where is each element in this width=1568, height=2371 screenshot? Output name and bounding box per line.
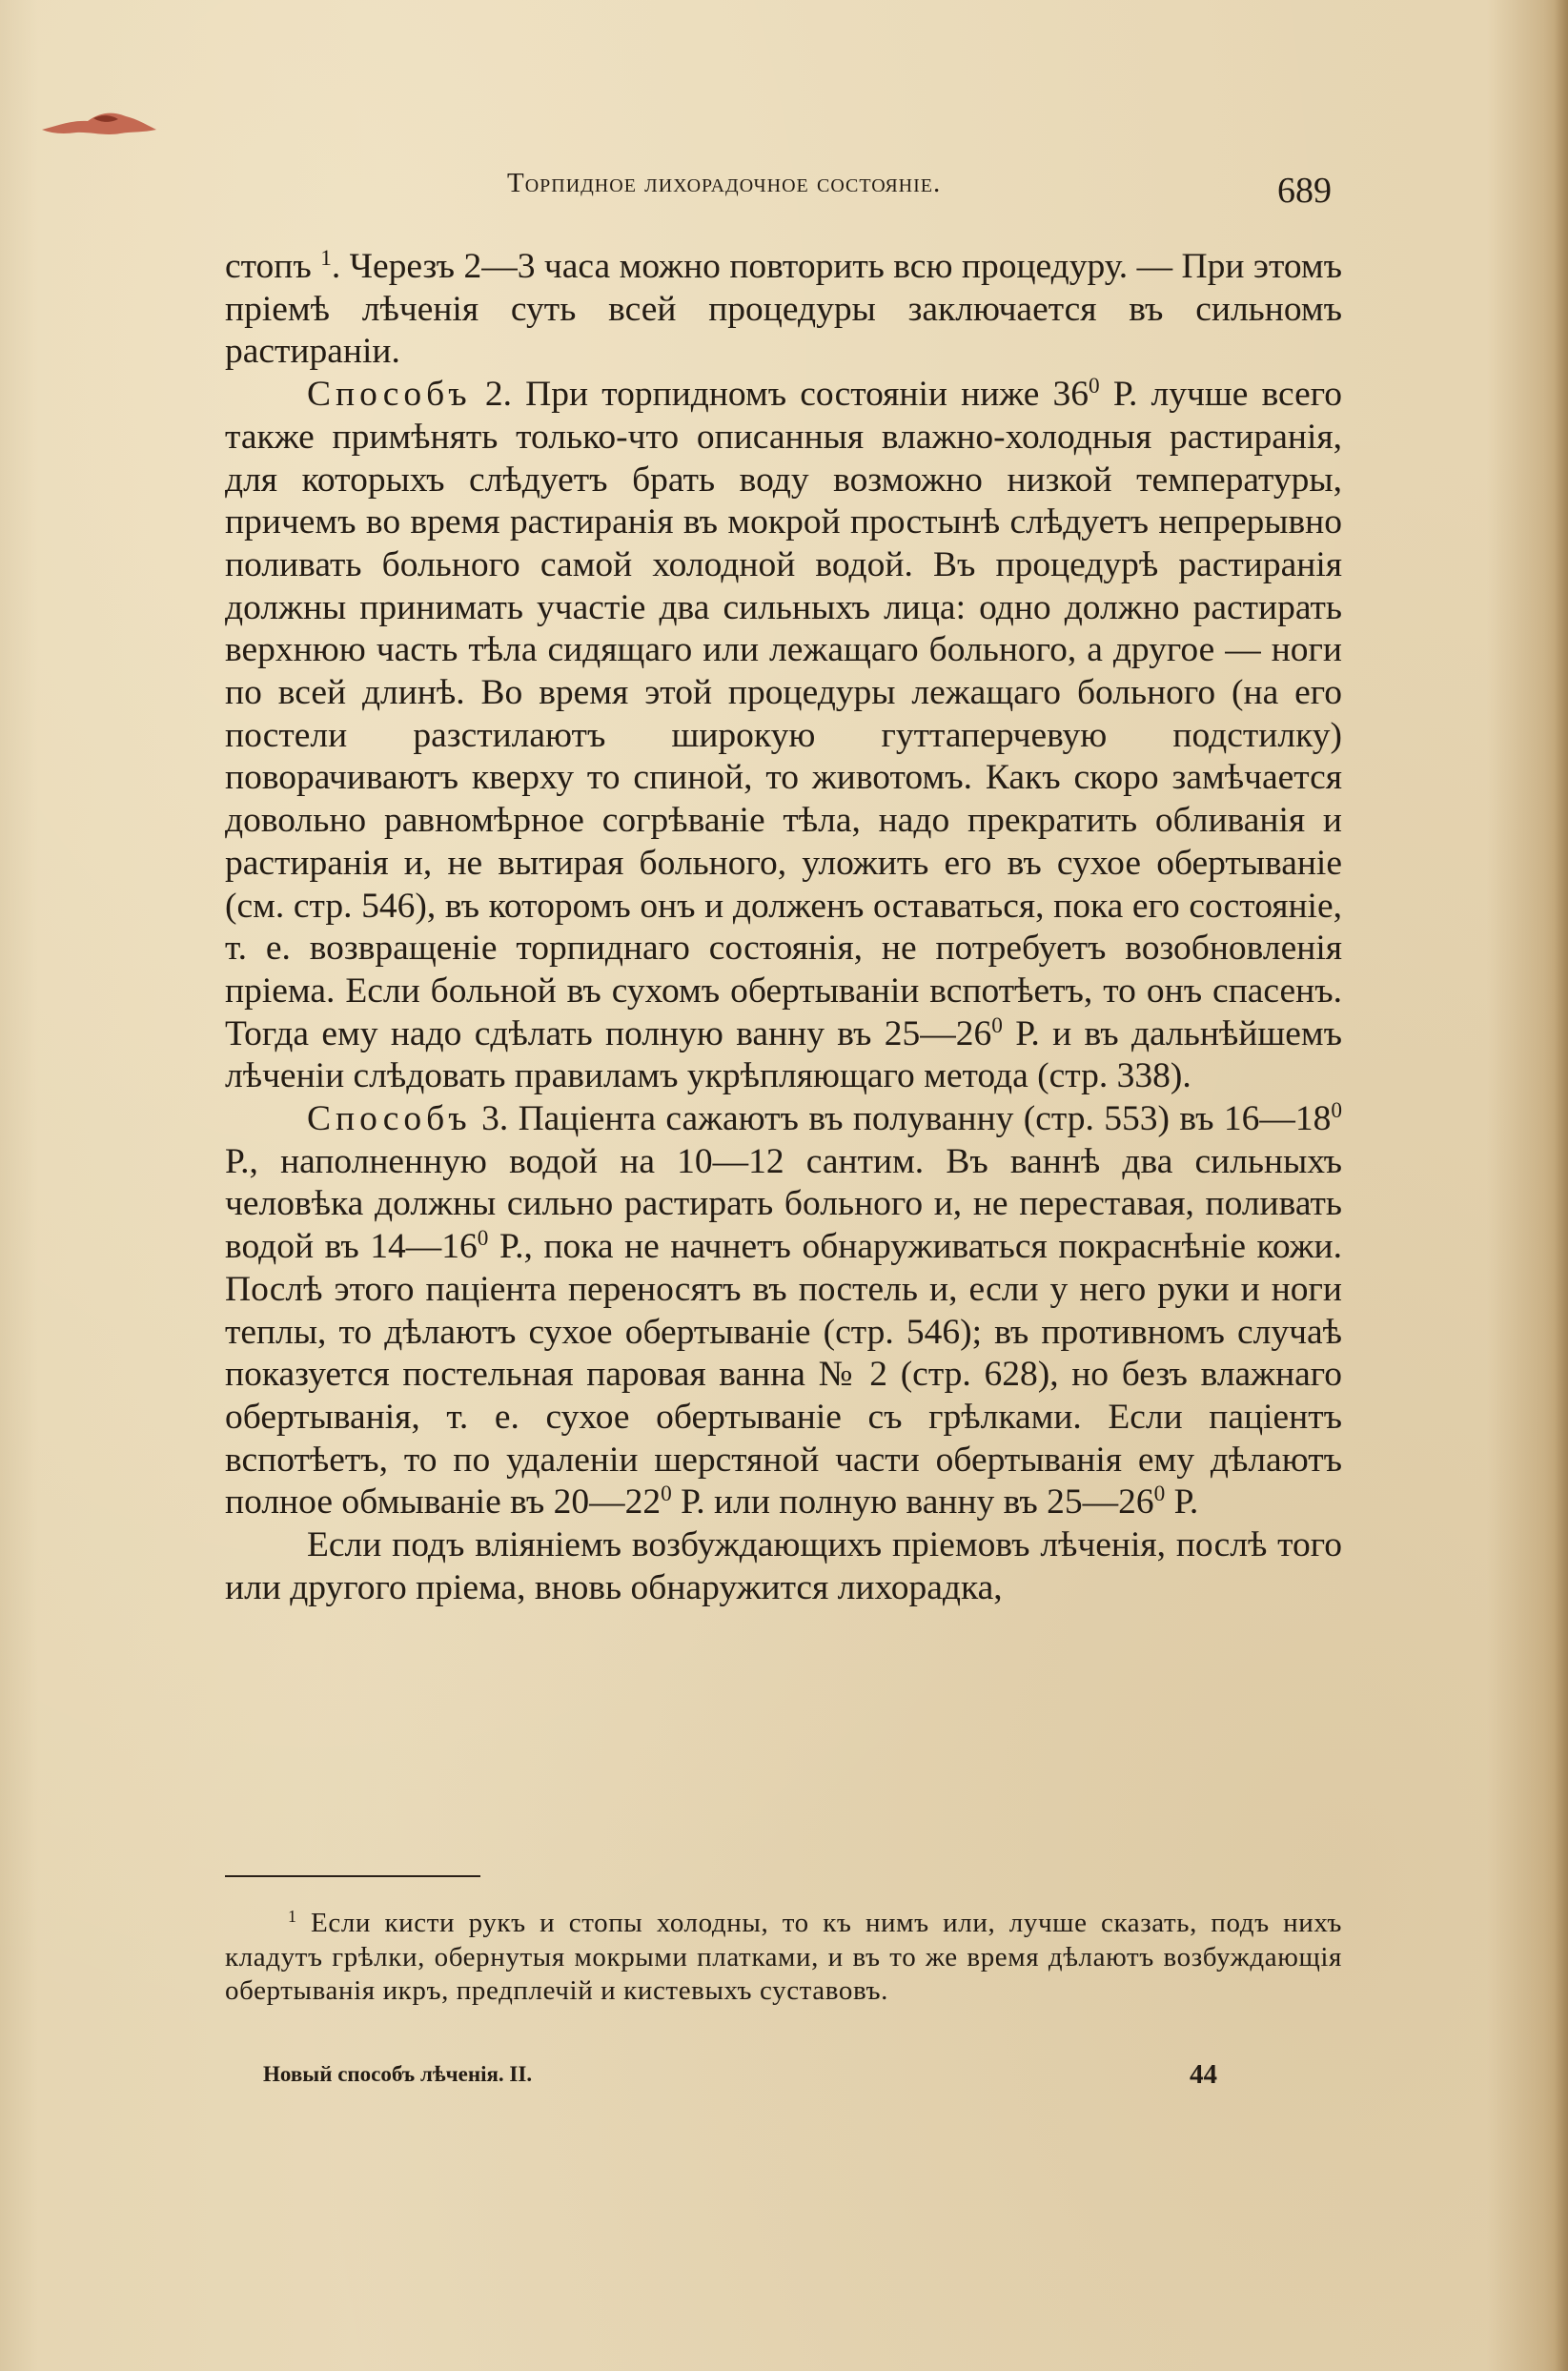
signature-line: Новый способъ лѣченія. II. [263,2062,533,2086]
footnote-rule [225,1875,480,1877]
page-edge-shadow [1555,0,1568,2371]
degree-mark: 0 [661,1482,672,1507]
text-span: стопъ [225,247,321,286]
degree-mark: 0 [991,1012,1003,1038]
body-text [225,246,1342,1610]
text-span: Р., наполненную водой на 10—12 сантим. Въ ваннѣ два сильныхъ человѣка должны сильно растирать больного и, не переставая, поливать водой въ 14—16 [225,1141,1342,1267]
text-span: Р. и въ дальнѣйшемъ лѣченіи слѣдовать правиламъ укрѣпляющаго метода (стр. 338). [225,1013,1342,1096]
degree-mark: 0 [1153,1482,1166,1507]
text-span: Р. [1165,1482,1199,1523]
paragraph-method-2 [225,374,1342,1098]
page-number: 689 [1277,171,1332,211]
text-span: . Черезъ 2—3 часа можно повторить всю процедуру. — При этомъ пріемѣ лѣченія суть всей процедуры заключается въ сильномъ растираніи. [225,247,1342,372]
degree-mark: 0 [477,1226,489,1252]
footnote-text: Если кисти рукъ и стопы холодны, то къ нимъ или, лучше сказать, подъ нихъ кладутъ грѣлки, обернутыя мокрыми платками, и въ то же время дѣлаютъ возбуждающія обертыванія икръ, предплечій и кистевыхъ суставовъ. [225,1908,1342,2006]
paragraph-4: Если подъ вліяніемъ возбуждающихъ пріемовъ лѣченія, послѣ того или другого пріема, вновь обнаружится лихорадка, [225,1525,1342,1607]
method-heading: Способъ [307,375,472,415]
paragraph-1 [225,246,1342,374]
text-span: Р., пока не начнетъ обнаруживаться покраснѣніе кожи. Послѣ этого паціента переносятъ въ постель и, если у него руки и ноги теплы, то дѣлаютъ сухое обертываніе (стр. 546); въ противномъ случаѣ показуется постельная паровая ванна № 2 (стр. 628), но безъ влажнаго обертыванія, т. е. сухое обертываніе съ грѣлками. Если паціентъ вспотѣетъ, то по удаленіи шерстяной части обертыванія ему дѣлаютъ полное обмываніе въ 20—22 [225,1227,1343,1523]
paragraph-method-3 [225,1098,1342,1524]
text-span: Р. лучше всего также примѣнять только-что описанныя влажно-холодныя растиранія, для которыхъ слѣдуетъ брать воду возможно низкой температуры, причемъ во время растиранія въ мокрой простынѣ слѣдуетъ непрерывно поливать больного самой холодной водой. Въ процедурѣ растиранія должны принимать участіе два сильныхъ лица: одно должно растирать верхнюю часть тѣла сидящаго или лежащаго больного, а другое — ноги по всей длинѣ. Во время этой процедуры лежащаго больного (на его постели разстилаютъ широкую гуттаперчевую подстилку) поворачиваютъ кверху то спиной, то животомъ. Какъ скоро замѣчается довольно равномѣрное согрѣваніе тѣла, надо прекратить обливанія и растиранія и, не вытирая больного, уложить его въ сухое обертываніе (см. стр. 546), въ которомъ онъ и долженъ оставаться, пока его состояніе, т. е. возвращеніе торпиднаго состоянія, не потребуетъ возобновленія пріема. Если больной въ сухомъ обертываніи вспотѣетъ, то онъ спасенъ. Тогда ему надо сдѣлать полную ванну въ 25—26 [225,375,1342,1053]
text-span: 2. При торпидномъ состояніи ниже 36 [471,375,1089,415]
footnote [225,1907,1342,2009]
text-span: Р. или полную ванну въ 25—26 [671,1482,1154,1523]
running-head: Торпидное лихорадочное состояніе. [507,168,942,198]
degree-mark: 0 [1331,1098,1342,1124]
ink-stain [38,107,162,139]
sheet-number: 44 [1190,2059,1217,2090]
text-span: 3. Паціента сажаютъ въ полуванну (стр. 553) въ 16—18 [471,1099,1332,1139]
footnote-marker: 1 [320,246,332,272]
footnote-marker: 1 [288,1907,297,1927]
degree-mark: 0 [1089,374,1100,399]
method-heading: Способъ [307,1099,472,1139]
